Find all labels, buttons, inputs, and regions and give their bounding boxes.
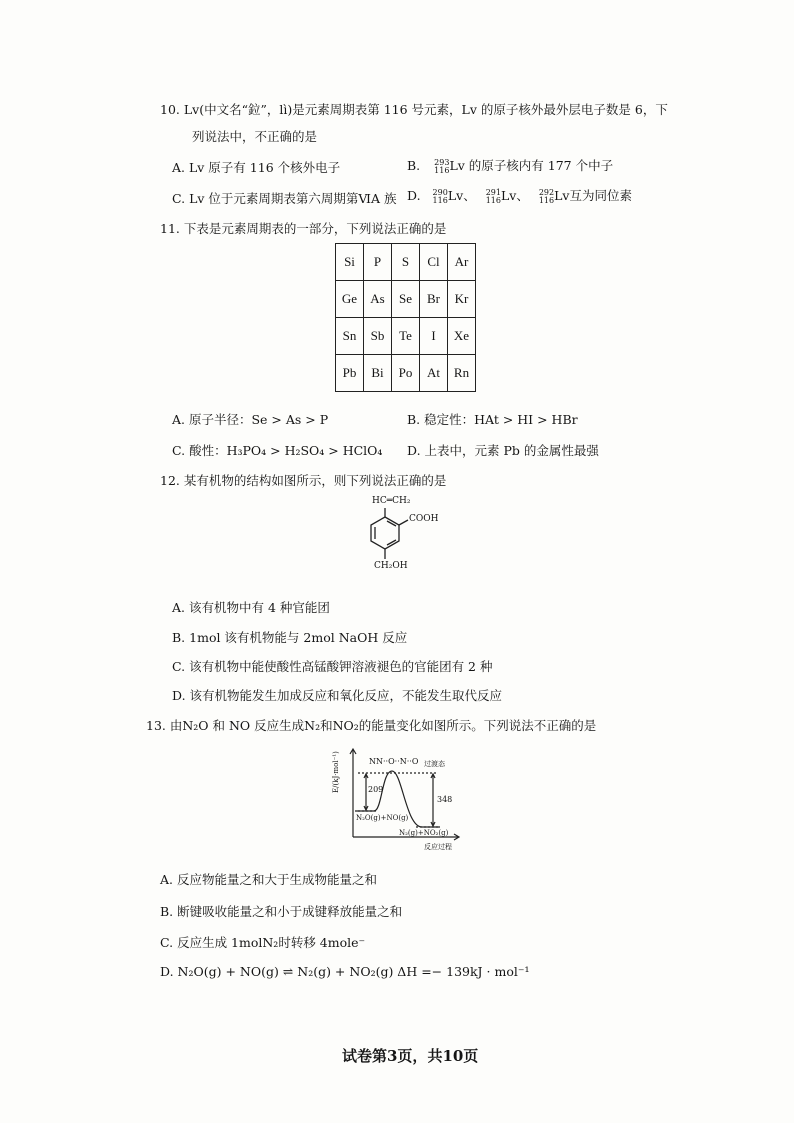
element-cell: Cl (420, 244, 448, 281)
element-cell: S (392, 244, 420, 281)
element-cell: Si (336, 244, 364, 281)
element-cell: Pb (336, 355, 364, 392)
element-cell: Po (392, 355, 420, 392)
organic-structure-diagram (348, 497, 458, 582)
element-cell: Te (392, 318, 420, 355)
q11-option-c: C. 酸性：H₃PO₄ > H₂SO₄ > HClO₄ (172, 443, 383, 458)
page-footer: 试卷第3页，共10页 (342, 1047, 479, 1065)
element-cell: Sn (336, 318, 364, 355)
element-cell: I (420, 318, 448, 355)
q11-stem: 11. 下表是元素周期表的一部分，下列说法正确的是 (160, 221, 447, 236)
periodic-table-fragment (335, 243, 476, 392)
carboxyl-group-label: COOH (409, 514, 439, 524)
q12-option-c: C. 该有机物中能使酸性高锰酸钾溶液褪色的官能团有 2 种 (172, 659, 493, 674)
element-cell: Bi (364, 355, 392, 392)
y-axis-label: E/(kJ·mol⁻¹) (332, 751, 340, 793)
element-cell: Xe (448, 318, 476, 355)
q10-option-a: A. Lv 原子有 116 个核外电子 (172, 160, 341, 175)
q13-option-c: C. 反应生成 1molN₂时转移 4mole⁻ (160, 935, 366, 950)
element-cell: Br (420, 281, 448, 318)
q10-option-b: B. 293 116Lv 的原子核内有 177 个中子 (407, 157, 614, 175)
q13-option-b: B. 断键吸收能量之和小于成键释放能量之和 (160, 904, 403, 919)
element-cell: Sb (364, 318, 392, 355)
q12-option-d: D. 该有机物能发生加成反应和氧化反应，不能发生取代反应 (172, 688, 503, 703)
element-cell: P (364, 244, 392, 281)
q12-option-b: B. 1mol 该有机物能与 2mol NaOH 反应 (172, 630, 408, 645)
element-cell: As (364, 281, 392, 318)
vinyl-group-label: HC═CH₂ (372, 496, 411, 506)
q10-stem-line2: 列说法中，不正确的是 (192, 129, 318, 144)
element-cell: Ar (448, 244, 476, 281)
transition-state-species: NN··O··N··O (369, 757, 419, 766)
q13-option-d: D. N₂O(g) + NO(g) ⇌ N₂(g) + NO₂(g) ΔH =− 139kJ · mol⁻¹ (160, 964, 530, 979)
element-cell: At (420, 355, 448, 392)
element-cell: Ge (336, 281, 364, 318)
element-cell: Se (392, 281, 420, 318)
q11-option-a: A. 原子半径：Se > As > P (172, 412, 329, 427)
reactants-label: N₂O(g)+NO(g) (356, 814, 409, 822)
x-axis-label: 反应过程 (424, 843, 452, 851)
q11-option-b: B. 稳定性：HAt > HI > HBr (407, 412, 578, 427)
q10-option-c: C. Lv 位于元素周期表第六周期第ⅥA 族 (172, 191, 397, 206)
activation-energy-value: 209 (368, 785, 384, 794)
q13-stem: 13. 由N₂O 和 NO 反应生成N₂和NO₂的能量变化如图所示。下列说法不正确的是 (146, 718, 597, 733)
q11-option-d: D. 上表中，元素 Pb 的金属性最强 (407, 443, 599, 458)
q12-stem: 12. 某有机物的结构如图所示，则下列说法正确的是 (160, 473, 447, 488)
transition-state-label: 过渡态 (424, 760, 445, 768)
energy-profile-diagram (332, 745, 466, 853)
q12-option-a: A. 该有机物中有 4 种官能团 (172, 600, 330, 615)
element-cell: Rn (448, 355, 476, 392)
element-cell: Kr (448, 281, 476, 318)
q10-option-d: D. 290 116Lv、 291 116Lv、 292 116Lv互为同位素 (407, 187, 632, 205)
products-label: N₂(g)+NO₂(g) (399, 829, 449, 837)
q13-option-a: A. 反应物能量之和大于生成物能量之和 (160, 872, 377, 887)
hydroxymethyl-group-label: CH₂OH (374, 561, 408, 571)
q10-stem-line1: 10. Lv(中文名“鉝”，lì)是元素周期表第 116 号元素，Lv 的原子核外最外层电子数是 6，下 (160, 102, 668, 117)
energy-gap-value: 348 (437, 795, 453, 804)
